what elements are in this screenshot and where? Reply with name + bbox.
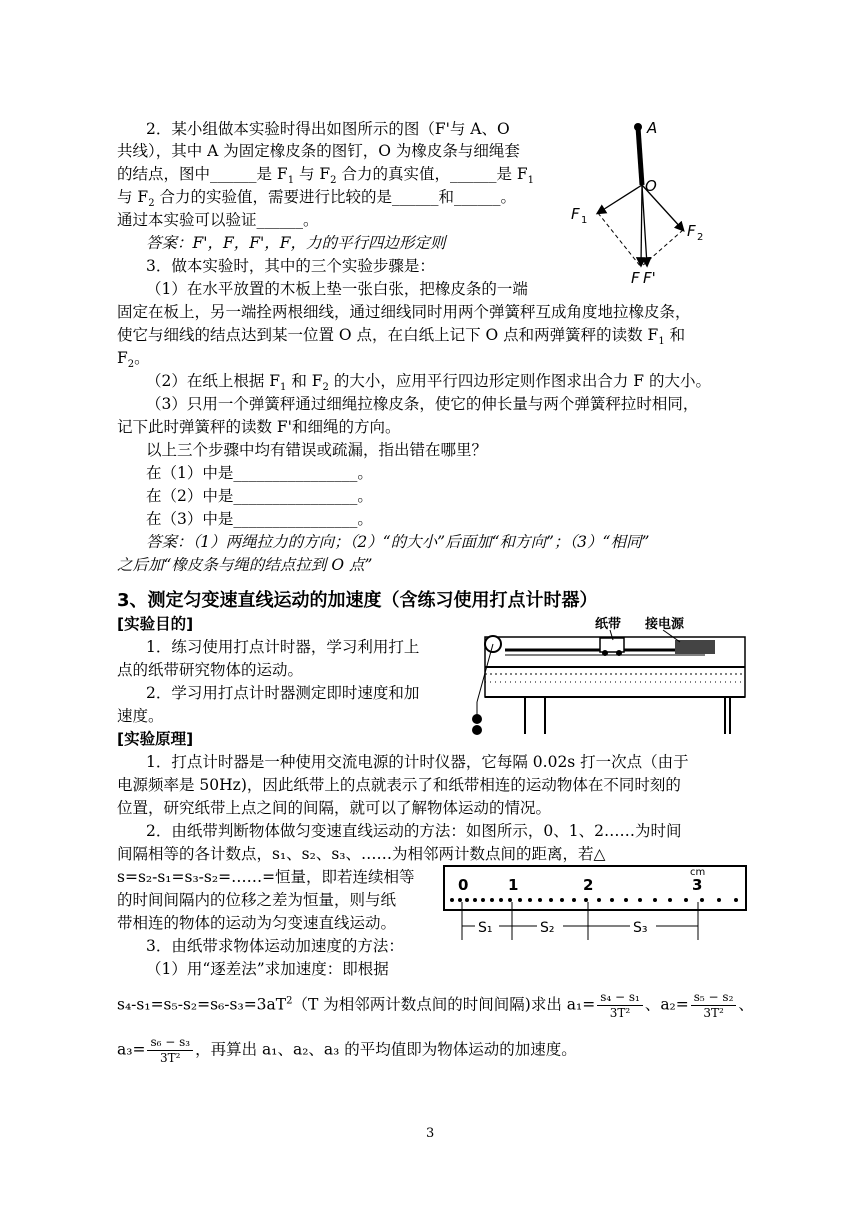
q3-line-1: 3．做本实验时，其中的三个实验步骤是：: [146, 257, 435, 275]
label-f: F: [631, 269, 640, 287]
label-f1: F: [571, 205, 580, 223]
principle-line-10: （1）用“逐差法”求加速度：即根据: [146, 960, 389, 978]
q3-blank-1: 在（1）中是________________。: [146, 464, 373, 482]
q3-line-2: （1）在水平放置的木板上垫一张白张，把橡皮条的一端: [146, 280, 528, 298]
tape-unit: cm: [690, 867, 706, 878]
principle-heading: [实验原理]: [117, 730, 194, 748]
label-a: A: [647, 119, 658, 137]
purpose-line-4: 速度。: [117, 707, 164, 725]
fraction-a2: $\frac{\text{s₅ − s₂}}{\text{3T²}}$: [691, 990, 737, 1021]
apparatus-illustration: [465, 612, 750, 737]
q3-answer-1: 答案：（1）两绳拉力的方向；（2）“的大小”后面加“和方向”；（3）“相同”: [146, 533, 650, 551]
tape-mark-3: 3: [692, 876, 703, 894]
interval-s1: S₁: [478, 920, 493, 936]
tape-mark-2: 2: [583, 876, 594, 894]
q3-line-4: 使它与细线的结点达到某一位置 O 点，在白纸上记下 O 点和两弹簧秤的读数 $F_1$ 和: [117, 326, 686, 348]
interval-s2: S₂: [540, 920, 555, 936]
q3-line-5: $F_2$。: [117, 349, 150, 371]
principle-line-5: 间隔相等的各计数点，s₁、s₂、s₃、……为相邻两计数点间的距离，若△: [117, 845, 606, 863]
label-f-prime: F': [643, 269, 656, 287]
section-title: 3、测定匀变速直线运动的加速度（含练习使用打点计时器）: [117, 590, 598, 611]
interval-s3: S₃: [633, 920, 648, 936]
principle-line-2: 电源频率是 50Hz)，因此纸带上的点就表示了和纸带相连的运动物体在不同时刻的: [117, 776, 681, 794]
q2-line-4: 与 $F_2$ 合力的实验值，需要进行比较的是______和______。: [117, 188, 516, 210]
q3-answer-2: 之后加“橡皮条与绳的结点拉到 O 点”: [117, 556, 373, 574]
formula-line-1: $s_4-s_1=s_5-s_2=s_6-s_3=3aT^2(T$ 为相邻两计数点间的时间间隔)求出 a₁= $\frac{\text{s₄ − s₁}}{\text{3T²}}$ 、a₂= $\frac{\text{s₅ − s₂}}{\text{3T²}}$ 、: [117, 990, 754, 1020]
q2-answer: 答案：F'，F，F'，F，力的平行四边形定则: [146, 234, 446, 252]
force-parallelogram-diagram: [565, 115, 715, 290]
purpose-heading: [实验目的]: [117, 615, 194, 633]
q3-line-7: （3）只用一个弹簧秤通过细绳拉橡皮条，使它的伸长量与两个弹簧秤拉时相同，: [146, 395, 699, 413]
purpose-line-2: 点的纸带研究物体的运动。: [117, 661, 304, 679]
q2-line-1: 2．某小组做本实验时得出如图所示的图（F'与 A、O: [146, 120, 510, 138]
label-f2: F: [687, 222, 696, 240]
q2-line-5: 通过本实验可以验证______。: [117, 211, 319, 229]
fraction-a1: $\frac{\text{s₄ − s₁}}{\text{3T²}}$: [597, 990, 643, 1021]
page-number: 3: [426, 1126, 435, 1141]
label-tape: 纸带: [595, 617, 622, 632]
q3-line-8: 记下此时弹簧秤的读数 F'和细绳的方向。: [117, 418, 401, 436]
q3-line-6: （2）在纸上根据 $F_1$ 和 $F_2$ 的大小，应用平行四边形定则作图求出合力 F 的大小。: [146, 372, 711, 394]
tape-mark-1: 1: [508, 876, 519, 894]
q3-blank-2: 在（2）中是________________。: [146, 487, 373, 505]
principle-line-8: 带相连的物体的运动为匀变速直线运动。: [117, 914, 397, 932]
label-o: O: [645, 177, 657, 195]
formula-line-2: a₃= $\frac{\text{s₆ − s₃}}{\text{3T²}}$ ，再算出 a₁、a₂、a₃ 的平均值即为物体运动的加速度。: [117, 1035, 577, 1065]
fraction-a3: $\frac{\text{s₆ − s₃}}{\text{3T²}}$: [147, 1035, 193, 1066]
principle-line-6: s=s₂-s₁=s₃-s₂=……=恒量，即若连续相等: [117, 868, 415, 886]
tape-mark-0: 0: [458, 876, 469, 894]
q3-line-9: 以上三个步骤中均有错误或疏漏，指出错在哪里？: [146, 441, 488, 459]
purpose-line-1: 1．练习使用打点计时器，学习利用打上: [146, 638, 420, 656]
label-power: 接电源: [645, 617, 685, 632]
purpose-line-3: 2．学习用打点计时器测定即时速度和加: [146, 684, 420, 702]
q3-line-3: 固定在板上，另一端拴两根细线，通过细线同时用两个弹簧秤互成角度地拉橡皮条，: [117, 303, 691, 321]
q2-line-2: 共线），其中 A 为固定橡皮条的图钉，O 为橡皮条与细绳套: [117, 142, 520, 160]
ticker-tape-diagram: [440, 862, 750, 940]
principle-line-1: 1．打点计时器是一种使用交流电源的计时仪器，它每隔 0.02s 打一次点（由于: [146, 753, 689, 771]
q3-blank-3: 在（3）中是________________。: [146, 510, 373, 528]
principle-line-7: 的时间间隔内的位移之差为恒量，则与纸: [117, 891, 397, 909]
principle-line-3: 位置，研究纸带上点之间的间隔，就可以了解物体运动的情况。: [117, 799, 552, 817]
label-f1-sub: 1: [581, 215, 588, 226]
principle-line-4: 2．由纸带判断物体做匀变速直线运动的方法：如图所示，0、1、2……为时间: [146, 822, 682, 840]
principle-line-9: 3．由纸带求物体运动加速度的方法：: [146, 937, 404, 955]
label-f2-sub: 2: [697, 232, 704, 243]
q2-line-3: 的结点，图中______是 $F_1$ 与 $F_2$ 合力的真实值，______是 $F_1$: [117, 165, 535, 187]
